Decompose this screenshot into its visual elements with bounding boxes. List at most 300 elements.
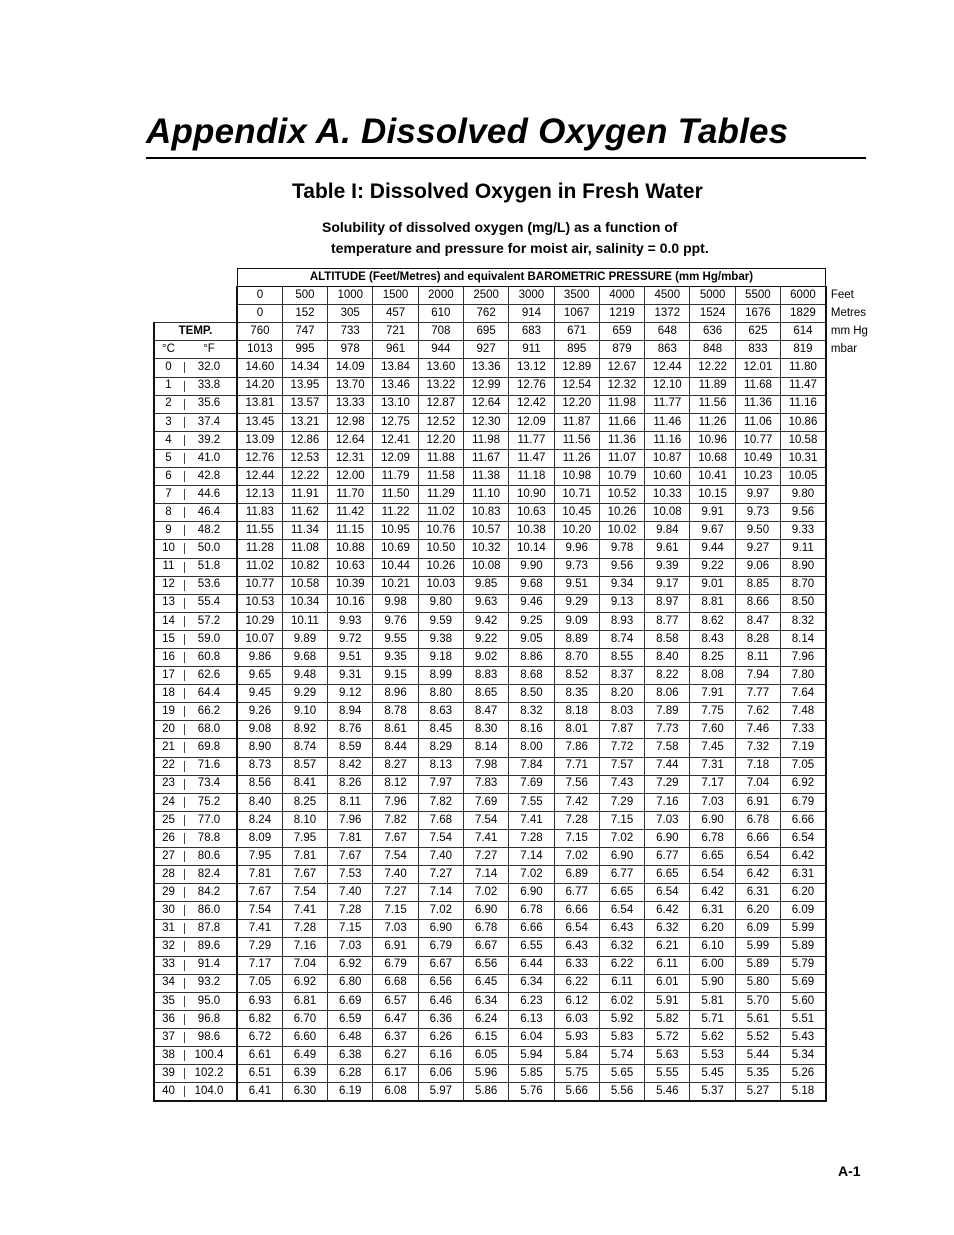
oxygen-value: 9.85 bbox=[463, 576, 508, 594]
oxygen-value: 10.20 bbox=[554, 522, 599, 540]
oxygen-value: 10.32 bbox=[463, 540, 508, 558]
oxygen-value: 6.03 bbox=[554, 1010, 599, 1028]
metres-value: 152 bbox=[282, 305, 327, 323]
oxygen-value: 5.82 bbox=[645, 1010, 690, 1028]
oxygen-value: 6.12 bbox=[554, 992, 599, 1010]
feet-value: 1000 bbox=[328, 287, 373, 305]
oxygen-value: 6.47 bbox=[373, 1010, 418, 1028]
oxygen-value: 11.58 bbox=[418, 468, 463, 486]
oxygen-value: 7.16 bbox=[282, 938, 327, 956]
oxygen-value: 8.74 bbox=[599, 630, 644, 648]
oxygen-value: 7.18 bbox=[735, 757, 780, 775]
oxygen-value: 8.81 bbox=[690, 594, 735, 612]
oxygen-value: 8.42 bbox=[328, 757, 373, 775]
oxygen-value: 8.25 bbox=[690, 648, 735, 666]
table-row bbox=[154, 540, 876, 558]
oxygen-value: 8.77 bbox=[645, 612, 690, 630]
temp-fahrenheit: 46.4 bbox=[182, 504, 237, 522]
oxygen-value: 6.67 bbox=[463, 938, 508, 956]
feet-value: 500 bbox=[282, 287, 327, 305]
oxygen-value: 7.05 bbox=[237, 974, 282, 992]
temp-celsius: 34 bbox=[154, 974, 182, 992]
oxygen-value: 8.41 bbox=[282, 775, 327, 793]
oxygen-value: 12.41 bbox=[373, 431, 418, 449]
temp-celsius: 3 bbox=[154, 413, 182, 431]
table-row bbox=[154, 667, 876, 685]
oxygen-value: 5.99 bbox=[735, 938, 780, 956]
oxygen-value: 7.62 bbox=[735, 703, 780, 721]
oxygen-value: 9.78 bbox=[599, 540, 644, 558]
oxygen-value: 10.49 bbox=[735, 449, 780, 467]
table-row bbox=[154, 431, 876, 449]
oxygen-value: 11.18 bbox=[509, 468, 554, 486]
oxygen-value: 5.75 bbox=[554, 1065, 599, 1083]
temp-fahrenheit: 37.4 bbox=[182, 413, 237, 431]
oxygen-value: 11.36 bbox=[735, 395, 780, 413]
oxygen-value: 7.03 bbox=[328, 938, 373, 956]
temp-celsius: 6 bbox=[154, 468, 182, 486]
temp-fahrenheit: 84.2 bbox=[182, 884, 237, 902]
oxygen-value: 9.15 bbox=[373, 667, 418, 685]
oxygen-value: 12.44 bbox=[645, 359, 690, 377]
table-subtitle-line2: temperature and pressure for moist air, salinity = 0.0 ppt. bbox=[331, 240, 709, 256]
oxygen-value: 9.11 bbox=[781, 540, 826, 558]
oxygen-value: 10.44 bbox=[373, 558, 418, 576]
oxygen-value: 11.79 bbox=[373, 468, 418, 486]
oxygen-value: 12.42 bbox=[509, 395, 554, 413]
oxygen-value: 9.73 bbox=[735, 504, 780, 522]
oxygen-value: 6.13 bbox=[509, 1010, 554, 1028]
oxygen-value: 7.19 bbox=[781, 739, 826, 757]
oxygen-value: 5.43 bbox=[781, 1028, 826, 1046]
oxygen-value: 7.41 bbox=[237, 920, 282, 938]
temp-fahrenheit: 93.2 bbox=[182, 974, 237, 992]
oxygen-value: 6.66 bbox=[509, 920, 554, 938]
oxygen-value: 7.04 bbox=[735, 775, 780, 793]
oxygen-value: 9.22 bbox=[463, 630, 508, 648]
oxygen-value: 7.14 bbox=[509, 848, 554, 866]
temp-fahrenheit: 42.8 bbox=[182, 468, 237, 486]
oxygen-value: 6.77 bbox=[645, 848, 690, 866]
oxygen-value: 10.68 bbox=[690, 449, 735, 467]
oxygen-value: 6.33 bbox=[554, 956, 599, 974]
oxygen-value: 10.83 bbox=[463, 504, 508, 522]
mbar-value: 848 bbox=[690, 341, 735, 359]
oxygen-value: 8.12 bbox=[373, 775, 418, 793]
temp-celsius: 33 bbox=[154, 956, 182, 974]
oxygen-value: 6.11 bbox=[645, 956, 690, 974]
oxygen-value: 12.87 bbox=[418, 395, 463, 413]
oxygen-value: 10.88 bbox=[328, 540, 373, 558]
temp-fahrenheit: 50.0 bbox=[182, 540, 237, 558]
oxygen-value: 10.08 bbox=[463, 558, 508, 576]
oxygen-value: 8.92 bbox=[282, 721, 327, 739]
oxygen-value: 6.61 bbox=[237, 1047, 282, 1065]
table-row bbox=[154, 956, 876, 974]
temp-celsius: 26 bbox=[154, 829, 182, 847]
table-row bbox=[154, 793, 876, 811]
feet-value: 5500 bbox=[735, 287, 780, 305]
oxygen-value: 9.31 bbox=[328, 667, 373, 685]
oxygen-value: 13.84 bbox=[373, 359, 418, 377]
oxygen-value: 7.42 bbox=[554, 793, 599, 811]
oxygen-value: 6.93 bbox=[237, 992, 282, 1010]
oxygen-value: 7.91 bbox=[690, 685, 735, 703]
oxygen-value: 12.64 bbox=[463, 395, 508, 413]
oxygen-value: 11.89 bbox=[690, 377, 735, 395]
oxygen-value: 12.75 bbox=[373, 413, 418, 431]
temp-celsius: 14 bbox=[154, 612, 182, 630]
oxygen-value: 7.41 bbox=[463, 829, 508, 847]
unit-mmhg-label: mm Hg bbox=[830, 325, 868, 338]
feet-value: 2500 bbox=[463, 287, 508, 305]
oxygen-value: 6.69 bbox=[328, 992, 373, 1010]
oxygen-value: 6.54 bbox=[599, 902, 644, 920]
oxygen-value: 7.81 bbox=[237, 866, 282, 884]
oxygen-value: 11.34 bbox=[282, 522, 327, 540]
oxygen-value: 9.67 bbox=[690, 522, 735, 540]
oxygen-value: 8.66 bbox=[735, 594, 780, 612]
oxygen-value: 10.31 bbox=[781, 449, 826, 467]
oxygen-value: 10.03 bbox=[418, 576, 463, 594]
oxygen-value: 6.20 bbox=[735, 902, 780, 920]
oxygen-value: 7.60 bbox=[690, 721, 735, 739]
oxygen-value: 8.11 bbox=[328, 793, 373, 811]
oxygen-value: 11.02 bbox=[418, 504, 463, 522]
oxygen-value: 7.29 bbox=[645, 775, 690, 793]
oxygen-value: 7.15 bbox=[373, 902, 418, 920]
oxygen-value: 7.04 bbox=[282, 956, 327, 974]
oxygen-value: 7.96 bbox=[373, 793, 418, 811]
table-row bbox=[154, 1065, 876, 1083]
appendix-title: Appendix A. Dissolved Oxygen Tables bbox=[146, 112, 789, 151]
oxygen-value: 7.02 bbox=[463, 884, 508, 902]
oxygen-value: 12.09 bbox=[509, 413, 554, 431]
mmhg-value: 695 bbox=[463, 323, 508, 341]
oxygen-value: 9.44 bbox=[690, 540, 735, 558]
oxygen-value: 6.45 bbox=[463, 974, 508, 992]
oxygen-value: 7.40 bbox=[328, 884, 373, 902]
table-row bbox=[154, 775, 876, 793]
oxygen-value: 9.08 bbox=[237, 721, 282, 739]
oxygen-value: 11.68 bbox=[735, 377, 780, 395]
oxygen-value: 9.17 bbox=[645, 576, 690, 594]
oxygen-value: 12.13 bbox=[237, 486, 282, 504]
oxygen-value: 9.10 bbox=[282, 703, 327, 721]
metres-value: 305 bbox=[328, 305, 373, 323]
oxygen-value: 6.78 bbox=[690, 829, 735, 847]
oxygen-value: 13.33 bbox=[328, 395, 373, 413]
oxygen-value: 12.00 bbox=[328, 468, 373, 486]
oxygen-value: 13.36 bbox=[463, 359, 508, 377]
oxygen-value: 7.64 bbox=[781, 685, 826, 703]
temp-fahrenheit: 71.6 bbox=[182, 757, 237, 775]
altitude-header-row bbox=[154, 269, 876, 287]
oxygen-value: 10.07 bbox=[237, 630, 282, 648]
oxygen-value: 14.20 bbox=[237, 377, 282, 395]
metres-value: 1829 bbox=[781, 305, 826, 323]
oxygen-value: 11.26 bbox=[554, 449, 599, 467]
oxygen-value: 7.77 bbox=[735, 685, 780, 703]
temp-celsius: 0 bbox=[154, 359, 182, 377]
oxygen-value: 11.22 bbox=[373, 504, 418, 522]
temp-fahrenheit: 80.6 bbox=[182, 848, 237, 866]
oxygen-value: 11.87 bbox=[554, 413, 599, 431]
oxygen-value: 9.56 bbox=[781, 504, 826, 522]
metres-value: 0 bbox=[237, 305, 282, 323]
oxygen-value: 8.40 bbox=[645, 648, 690, 666]
oxygen-value: 9.29 bbox=[282, 685, 327, 703]
oxygen-value: 5.76 bbox=[509, 1083, 554, 1102]
oxygen-value: 8.61 bbox=[373, 721, 418, 739]
oxygen-value: 9.73 bbox=[554, 558, 599, 576]
mbar-value: 961 bbox=[373, 341, 418, 359]
oxygen-value: 7.27 bbox=[373, 884, 418, 902]
oxygen-value: 8.90 bbox=[781, 558, 826, 576]
oxygen-value: 7.56 bbox=[554, 775, 599, 793]
oxygen-value: 7.27 bbox=[418, 866, 463, 884]
oxygen-value: 5.52 bbox=[735, 1028, 780, 1046]
oxygen-value: 6.57 bbox=[373, 992, 418, 1010]
table-row bbox=[154, 721, 876, 739]
oxygen-value: 9.86 bbox=[237, 648, 282, 666]
mbar-row bbox=[154, 341, 876, 359]
metres-value: 457 bbox=[373, 305, 418, 323]
table-row bbox=[154, 359, 876, 377]
oxygen-value: 8.11 bbox=[735, 648, 780, 666]
oxygen-value: 9.27 bbox=[735, 540, 780, 558]
oxygen-value: 7.40 bbox=[418, 848, 463, 866]
oxygen-value: 9.68 bbox=[282, 648, 327, 666]
oxygen-value: 5.91 bbox=[645, 992, 690, 1010]
oxygen-value: 6.72 bbox=[237, 1028, 282, 1046]
oxygen-value: 5.35 bbox=[735, 1065, 780, 1083]
oxygen-value: 8.06 bbox=[645, 685, 690, 703]
mbar-value: 895 bbox=[554, 341, 599, 359]
temp-fahrenheit: 39.2 bbox=[182, 431, 237, 449]
oxygen-value: 11.56 bbox=[554, 431, 599, 449]
oxygen-value: 6.37 bbox=[373, 1028, 418, 1046]
mmhg-value: 747 bbox=[282, 323, 327, 341]
oxygen-value: 5.94 bbox=[509, 1047, 554, 1065]
table-row bbox=[154, 902, 876, 920]
temp-fahrenheit: 91.4 bbox=[182, 956, 237, 974]
mmhg-value: 625 bbox=[735, 323, 780, 341]
oxygen-value: 7.02 bbox=[554, 848, 599, 866]
feet-row bbox=[154, 287, 876, 305]
oxygen-value: 7.80 bbox=[781, 667, 826, 685]
oxygen-value: 5.85 bbox=[509, 1065, 554, 1083]
oxygen-value: 11.67 bbox=[463, 449, 508, 467]
temp-fahrenheit: 51.8 bbox=[182, 558, 237, 576]
temp-celsius: 10 bbox=[154, 540, 182, 558]
oxygen-value: 6.66 bbox=[781, 811, 826, 829]
oxygen-value: 6.70 bbox=[282, 1010, 327, 1028]
oxygen-value: 9.25 bbox=[509, 612, 554, 630]
oxygen-value: 8.50 bbox=[509, 685, 554, 703]
table-row bbox=[154, 612, 876, 630]
oxygen-value: 8.16 bbox=[509, 721, 554, 739]
table-row bbox=[154, 449, 876, 467]
oxygen-value: 9.97 bbox=[735, 486, 780, 504]
oxygen-value: 10.33 bbox=[645, 486, 690, 504]
oxygen-value: 13.12 bbox=[509, 359, 554, 377]
table-row bbox=[154, 648, 876, 666]
oxygen-value: 11.15 bbox=[328, 522, 373, 540]
oxygen-value: 7.29 bbox=[599, 793, 644, 811]
oxygen-value: 7.82 bbox=[418, 793, 463, 811]
oxygen-value: 10.34 bbox=[282, 594, 327, 612]
oxygen-value: 6.54 bbox=[735, 848, 780, 866]
oxygen-value: 9.90 bbox=[509, 558, 554, 576]
oxygen-value: 7.75 bbox=[690, 703, 735, 721]
temp-label: TEMP. bbox=[154, 323, 237, 341]
temp-celsius: 22 bbox=[154, 757, 182, 775]
oxygen-value: 7.71 bbox=[554, 757, 599, 775]
oxygen-value: 6.20 bbox=[781, 884, 826, 902]
oxygen-value: 10.41 bbox=[690, 468, 735, 486]
oxygen-value: 9.09 bbox=[554, 612, 599, 630]
temp-celsius: 5 bbox=[154, 449, 182, 467]
oxygen-value: 8.32 bbox=[781, 612, 826, 630]
oxygen-value: 5.93 bbox=[554, 1028, 599, 1046]
oxygen-value: 12.20 bbox=[418, 431, 463, 449]
oxygen-value: 9.50 bbox=[735, 522, 780, 540]
oxygen-value: 10.58 bbox=[282, 576, 327, 594]
oxygen-value: 6.42 bbox=[781, 848, 826, 866]
oxygen-value: 8.93 bbox=[599, 612, 644, 630]
oxygen-value: 6.91 bbox=[735, 793, 780, 811]
oxygen-value: 8.97 bbox=[645, 594, 690, 612]
oxygen-value: 7.54 bbox=[463, 811, 508, 829]
oxygen-value: 10.60 bbox=[645, 468, 690, 486]
oxygen-value: 12.64 bbox=[328, 431, 373, 449]
oxygen-value: 6.26 bbox=[418, 1028, 463, 1046]
table-row bbox=[154, 811, 876, 829]
oxygen-value: 6.43 bbox=[599, 920, 644, 938]
oxygen-value: 9.45 bbox=[237, 685, 282, 703]
oxygen-value: 7.44 bbox=[645, 757, 690, 775]
oxygen-value: 12.76 bbox=[237, 449, 282, 467]
oxygen-value: 7.84 bbox=[509, 757, 554, 775]
oxygen-value: 8.00 bbox=[509, 739, 554, 757]
oxygen-value: 8.18 bbox=[554, 703, 599, 721]
metres-value: 1524 bbox=[690, 305, 735, 323]
feet-value: 4000 bbox=[599, 287, 644, 305]
oxygen-value: 7.72 bbox=[599, 739, 644, 757]
metres-value: 762 bbox=[463, 305, 508, 323]
oxygen-value: 6.77 bbox=[599, 866, 644, 884]
temp-fahrenheit: 55.4 bbox=[182, 594, 237, 612]
oxygen-value: 6.81 bbox=[282, 992, 327, 1010]
oxygen-value: 6.46 bbox=[418, 992, 463, 1010]
oxygen-value: 5.96 bbox=[463, 1065, 508, 1083]
oxygen-value: 8.45 bbox=[418, 721, 463, 739]
oxygen-value: 8.99 bbox=[418, 667, 463, 685]
table-row bbox=[154, 757, 876, 775]
oxygen-value: 12.76 bbox=[509, 377, 554, 395]
oxygen-value: 7.67 bbox=[237, 884, 282, 902]
oxygen-value: 12.54 bbox=[554, 377, 599, 395]
oxygen-value: 10.77 bbox=[735, 431, 780, 449]
oxygen-value: 7.29 bbox=[237, 938, 282, 956]
oxygen-value: 6.42 bbox=[735, 866, 780, 884]
oxygen-value: 10.57 bbox=[463, 522, 508, 540]
oxygen-value: 8.14 bbox=[463, 739, 508, 757]
oxygen-value: 7.45 bbox=[690, 739, 735, 757]
oxygen-value: 6.91 bbox=[373, 938, 418, 956]
oxygen-value: 8.57 bbox=[282, 757, 327, 775]
oxygen-value: 5.27 bbox=[735, 1083, 780, 1102]
oxygen-value: 10.82 bbox=[282, 558, 327, 576]
oxygen-value: 8.01 bbox=[554, 721, 599, 739]
oxygen-value: 11.16 bbox=[645, 431, 690, 449]
oxygen-value: 6.27 bbox=[373, 1047, 418, 1065]
oxygen-value: 7.96 bbox=[781, 648, 826, 666]
oxygen-value: 12.31 bbox=[328, 449, 373, 467]
temp-celsius: 24 bbox=[154, 793, 182, 811]
oxygen-value: 6.23 bbox=[509, 992, 554, 1010]
oxygen-value: 7.05 bbox=[781, 757, 826, 775]
oxygen-value: 14.34 bbox=[282, 359, 327, 377]
oxygen-value: 7.54 bbox=[237, 902, 282, 920]
oxygen-value: 6.31 bbox=[781, 866, 826, 884]
oxygen-value: 9.56 bbox=[599, 558, 644, 576]
oxygen-value: 7.81 bbox=[328, 829, 373, 847]
oxygen-value: 13.45 bbox=[237, 413, 282, 431]
oxygen-value: 5.65 bbox=[599, 1065, 644, 1083]
feet-value: 6000 bbox=[781, 287, 826, 305]
oxygen-value: 10.08 bbox=[645, 504, 690, 522]
oxygen-value: 7.27 bbox=[463, 848, 508, 866]
mbar-value: 911 bbox=[509, 341, 554, 359]
oxygen-value: 7.82 bbox=[373, 811, 418, 829]
oxygen-value: 5.92 bbox=[599, 1010, 644, 1028]
oxygen-value: 6.60 bbox=[282, 1028, 327, 1046]
feet-value: 3500 bbox=[554, 287, 599, 305]
oxygen-value: 5.83 bbox=[599, 1028, 644, 1046]
oxygen-value: 7.15 bbox=[328, 920, 373, 938]
oxygen-value: 10.95 bbox=[373, 522, 418, 540]
oxygen-value: 9.65 bbox=[237, 667, 282, 685]
oxygen-value: 6.80 bbox=[328, 974, 373, 992]
temp-fahrenheit: 77.0 bbox=[182, 811, 237, 829]
oxygen-value: 14.09 bbox=[328, 359, 373, 377]
oxygen-value: 7.53 bbox=[328, 866, 373, 884]
oxygen-value: 5.61 bbox=[735, 1010, 780, 1028]
oxygen-value: 8.28 bbox=[735, 630, 780, 648]
oxygen-value: 7.15 bbox=[599, 811, 644, 829]
oxygen-value: 6.66 bbox=[735, 829, 780, 847]
oxygen-value: 8.63 bbox=[418, 703, 463, 721]
oxygen-value: 6.09 bbox=[735, 920, 780, 938]
oxygen-value: 10.71 bbox=[554, 486, 599, 504]
oxygen-value: 8.78 bbox=[373, 703, 418, 721]
oxygen-value: 5.97 bbox=[418, 1083, 463, 1102]
oxygen-value: 7.03 bbox=[373, 920, 418, 938]
oxygen-value: 7.54 bbox=[282, 884, 327, 902]
oxygen-value: 6.41 bbox=[237, 1083, 282, 1102]
oxygen-value: 7.95 bbox=[282, 829, 327, 847]
oxygen-value: 10.26 bbox=[599, 504, 644, 522]
oxygen-value: 5.26 bbox=[781, 1065, 826, 1083]
title-rule bbox=[146, 157, 866, 159]
oxygen-value: 5.86 bbox=[463, 1083, 508, 1102]
table-row bbox=[154, 504, 876, 522]
oxygen-value: 9.84 bbox=[645, 522, 690, 540]
oxygen-value: 7.02 bbox=[509, 866, 554, 884]
temp-fahrenheit: 69.8 bbox=[182, 739, 237, 757]
